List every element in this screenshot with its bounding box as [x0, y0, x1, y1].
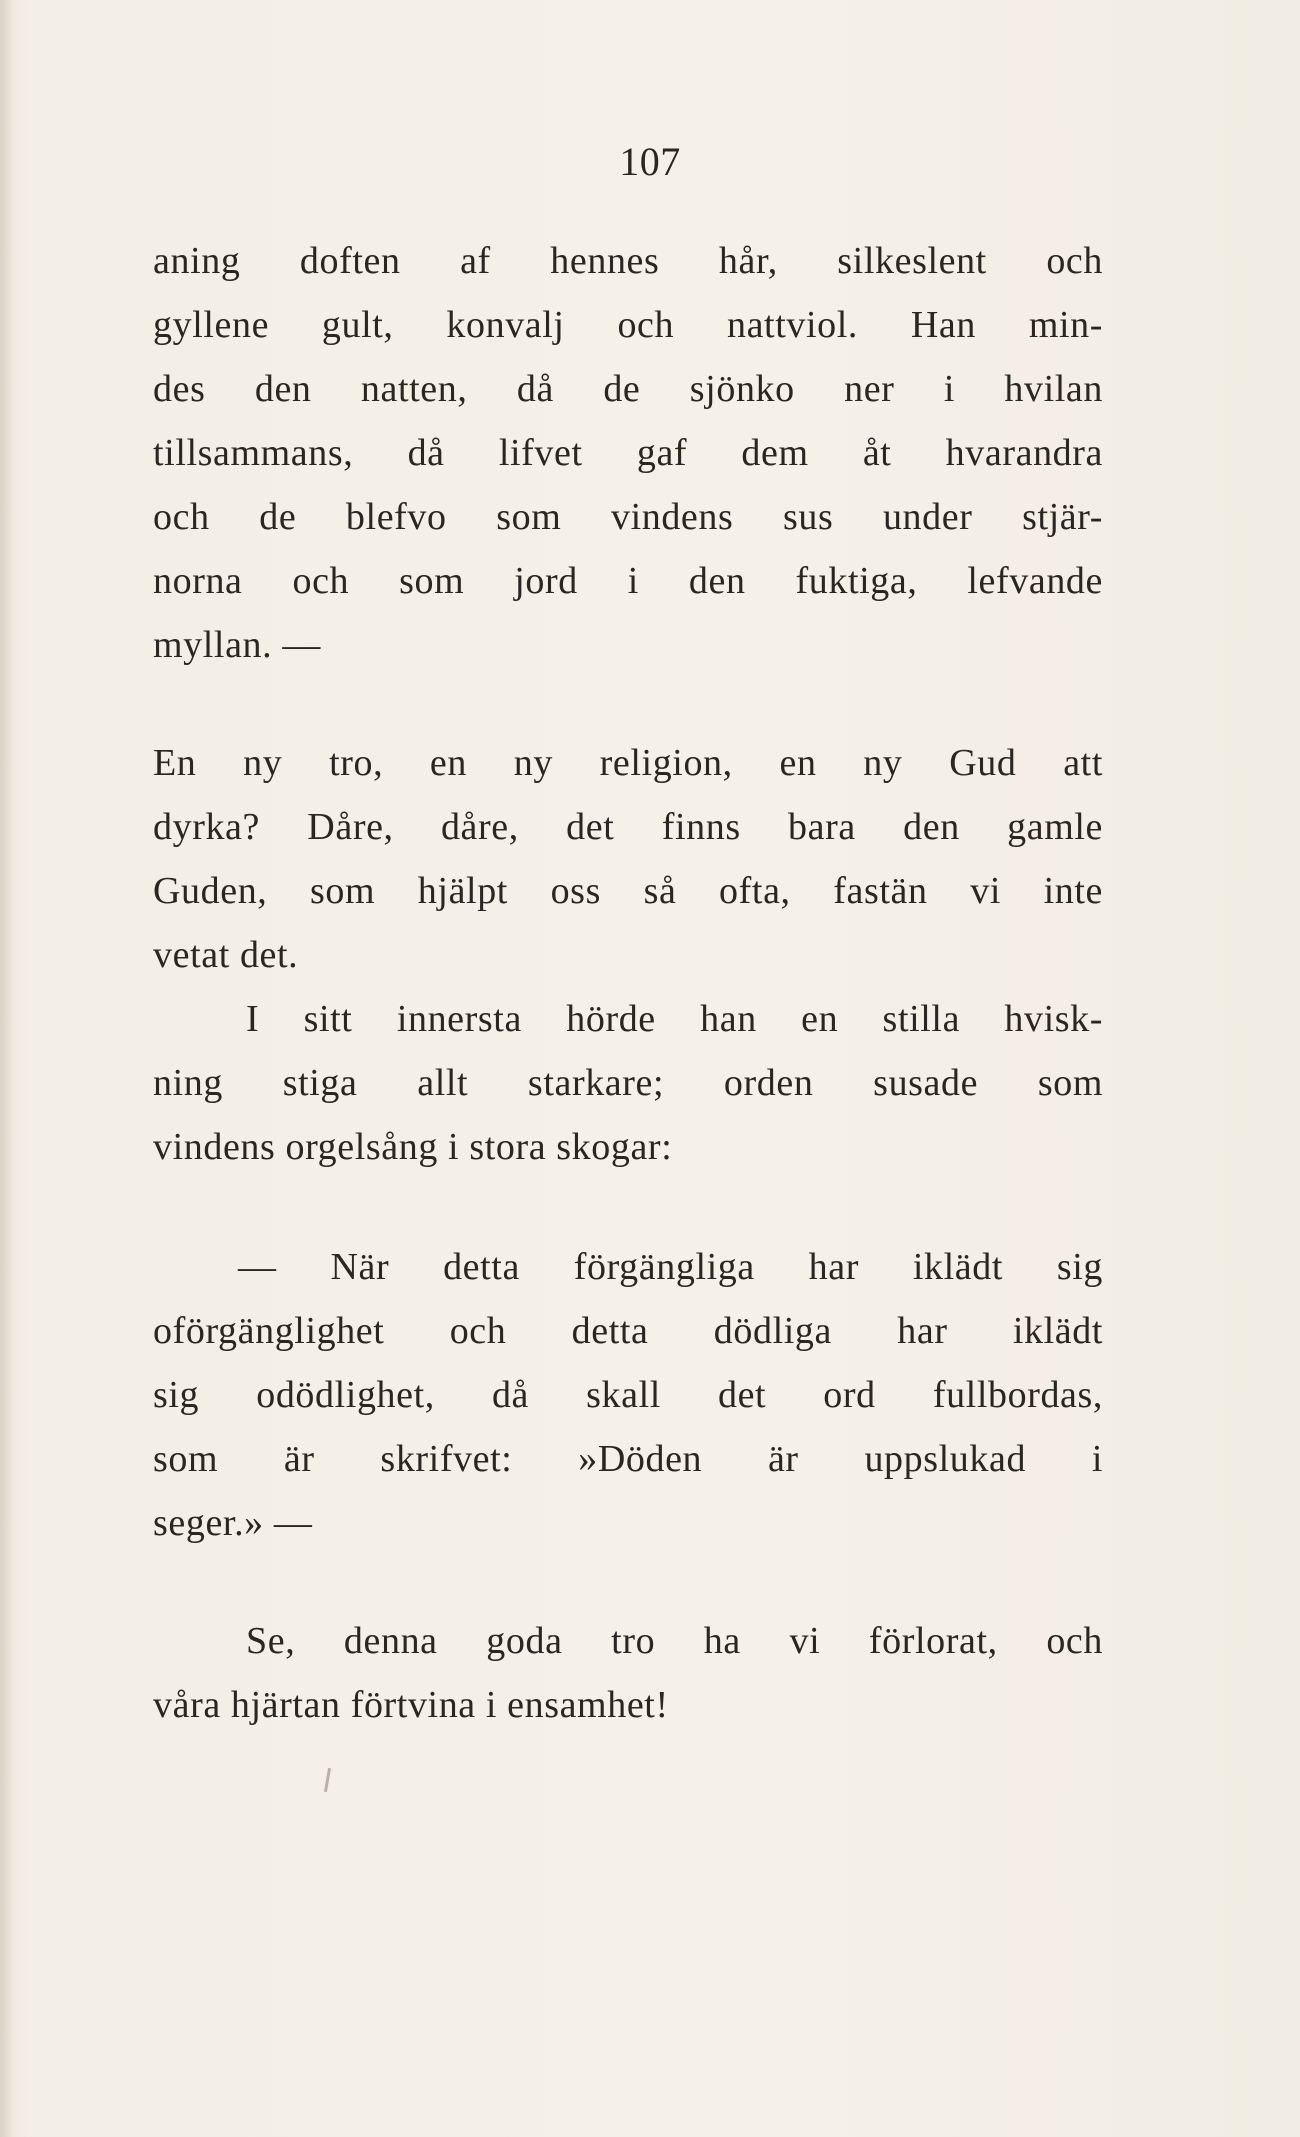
text-line: En ny tro, en ny religion, en ny Gud att: [153, 742, 1103, 784]
text-line: oförgänglighet och detta dödliga har iklädt: [153, 1310, 1103, 1352]
ink-speck: [324, 1768, 331, 1792]
text-line: tillsammans, då lifvet gaf dem åt hvarandra: [153, 432, 1103, 474]
text-line: som är skrifvet: »Döden är uppslukad i: [153, 1438, 1103, 1480]
text-line: norna och som jord i den fuktiga, lefvande: [153, 560, 1103, 602]
page-number: 107: [619, 139, 681, 184]
text-line: myllan. —: [153, 624, 321, 666]
text-line: aning doften af hennes hår, silkeslent och: [153, 240, 1103, 282]
text-line: ning stiga allt starkare; orden susade som: [153, 1062, 1103, 1104]
text-line: våra hjärtan förtvina i ensamhet!: [153, 1684, 669, 1726]
text-line: I sitt innersta hörde han en stilla hvisk-: [246, 998, 1103, 1040]
text-line: Se, denna goda tro ha vi förlorat, och: [246, 1620, 1103, 1662]
text-line: seger.» —: [153, 1502, 313, 1544]
text-line: dyrka? Dåre, dåre, det finns bara den gamle: [153, 806, 1103, 848]
text-line: Guden, som hjälpt oss så ofta, fastän vi inte: [153, 870, 1103, 912]
page-edge-shadow: [0, 0, 14, 2137]
text-line: gyllene gult, konvalj och nattviol. Han min-: [153, 304, 1103, 346]
text-line: vindens orgelsång i stora skogar:: [153, 1126, 673, 1168]
text-line: sig odödlighet, då skall det ord fullbordas,: [153, 1374, 1103, 1416]
text-line: des den natten, då de sjönko ner i hvilan: [153, 368, 1103, 410]
text-line: — När detta förgängliga har iklädt sig: [238, 1246, 1103, 1288]
text-line: och de blefvo som vindens sus under stjär-: [153, 496, 1103, 538]
text-line: vetat det.: [153, 934, 299, 976]
